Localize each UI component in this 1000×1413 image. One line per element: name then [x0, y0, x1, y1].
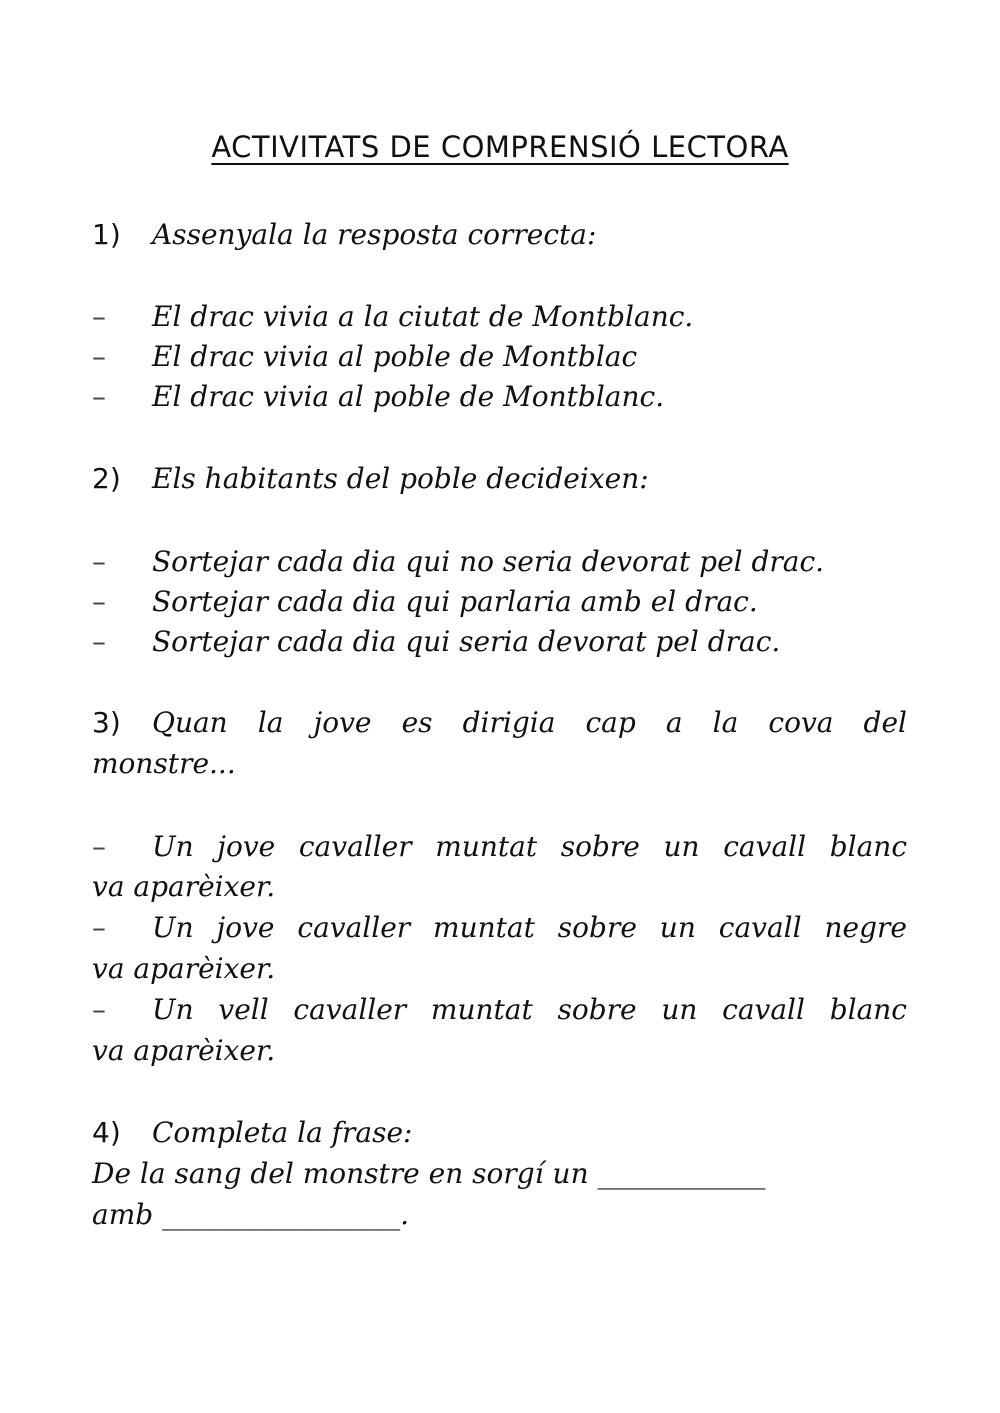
question-prompt: Completa la frase:: [152, 1116, 413, 1149]
option-text: Sortejar cada dia qui seria devorat pel drac.: [152, 625, 781, 658]
answer-option[interactable]: [92, 300, 693, 333]
question-1: [92, 218, 596, 251]
question-prompt: Assenyala la resposta correcta:: [152, 218, 597, 251]
fill-in-sentence-continued[interactable]: amb _________________.: [92, 1198, 409, 1231]
answer-option[interactable]: [92, 993, 907, 1026]
option-text: Sortejar cada dia qui no seria devorat pel drac.: [152, 545, 825, 578]
question-number: 4): [92, 1116, 121, 1149]
question-prompt: Els habitants del poble decideixen:: [152, 462, 649, 495]
dash-bullet: –: [92, 585, 106, 618]
question-number: 1): [92, 218, 121, 251]
option-text: Un vell cavaller muntat sobre un cavall blanc: [152, 993, 907, 1026]
question-number: 3): [92, 706, 121, 739]
answer-option[interactable]: [92, 380, 664, 413]
answer-option[interactable]: [92, 585, 758, 618]
option-text-continued: va aparèixer.: [92, 1034, 276, 1067]
option-text-continued: va aparèixer.: [92, 870, 276, 903]
answer-option[interactable]: [92, 625, 780, 658]
question-2: [92, 462, 649, 495]
dash-bullet: –: [92, 340, 106, 373]
question-3: [92, 706, 907, 739]
question-4: [92, 1116, 413, 1149]
dash-bullet: –: [92, 625, 106, 658]
dash-bullet: –: [92, 911, 106, 944]
fill-in-sentence[interactable]: De la sang del monstre en sorgí un ____________: [92, 1157, 766, 1190]
option-text: Un jove cavaller muntat sobre un cavall negre: [152, 911, 907, 944]
option-text: El drac vivia a la ciutat de Montblanc.: [152, 300, 694, 333]
option-text: El drac vivia al poble de Montblac: [152, 340, 638, 373]
answer-option[interactable]: [92, 340, 637, 373]
dash-bullet: –: [92, 830, 106, 863]
page-title: ACTIVITATS DE COMPRENSIÓ LECTORA: [211, 130, 789, 164]
option-text: Sortejar cada dia qui parlaria amb el drac.: [152, 585, 758, 618]
dash-bullet: –: [92, 993, 106, 1026]
question-prompt-continued: monstre...: [92, 747, 236, 780]
question-prompt: Quan la jove es dirigia cap a la cova del: [152, 706, 907, 739]
option-text: El drac vivia al poble de Montblanc.: [152, 380, 665, 413]
option-text-continued: va aparèixer.: [92, 952, 276, 985]
dash-bullet: –: [92, 380, 106, 413]
question-number: 2): [92, 462, 121, 495]
dash-bullet: –: [92, 545, 106, 578]
answer-option[interactable]: [92, 911, 907, 944]
answer-option[interactable]: [92, 545, 824, 578]
dash-bullet: –: [92, 300, 106, 333]
answer-option[interactable]: [92, 830, 907, 863]
option-text: Un jove cavaller muntat sobre un cavall blanc: [152, 830, 907, 863]
